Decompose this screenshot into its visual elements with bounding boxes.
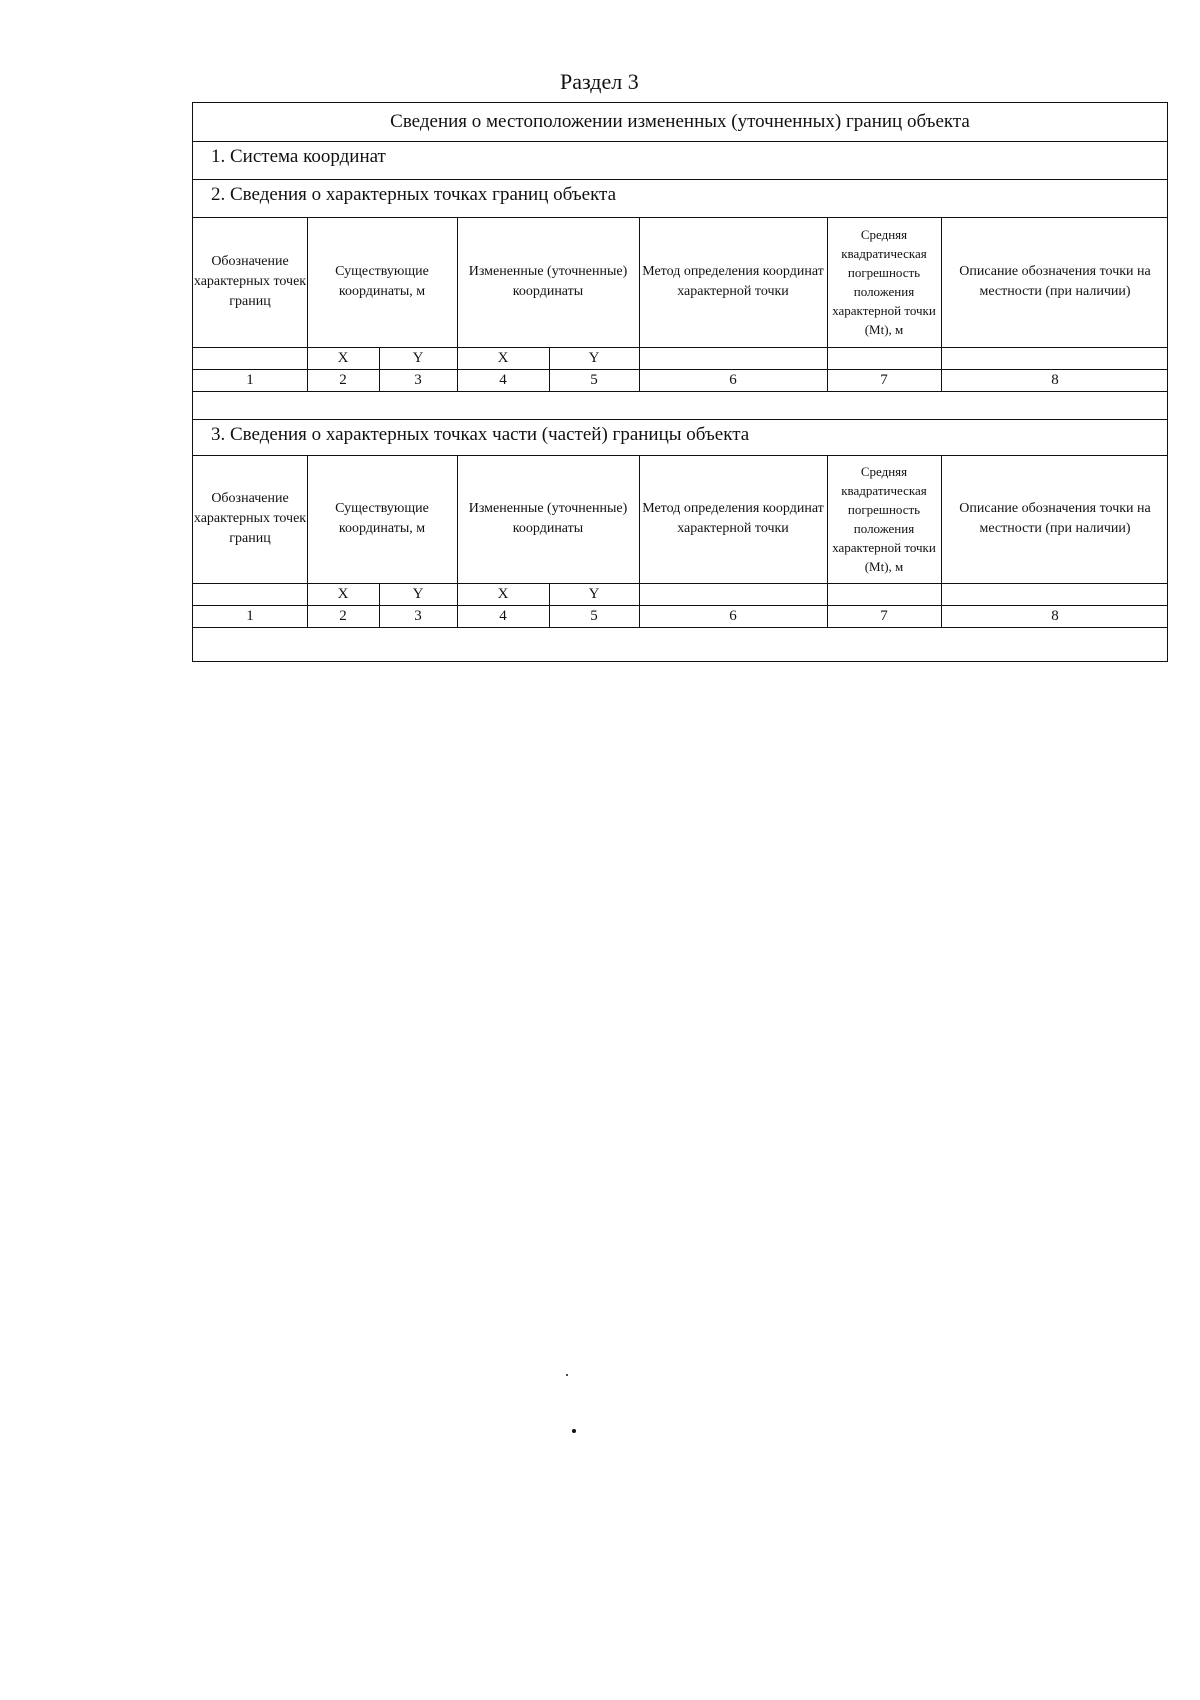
header-description: Описание обозначения точки на местности (при наличии) [959, 264, 1151, 299]
column-number: 6 [729, 371, 737, 388]
part-boundary-points-row: 3. Сведения о характерных точках части (частей) границы объекта [211, 424, 750, 445]
scan-speck [572, 1429, 576, 1433]
column-number: 2 [339, 607, 347, 624]
column-number: 5 [590, 607, 598, 624]
coord-x-updated: X [497, 349, 509, 366]
coord-y-existing: Y [412, 585, 424, 602]
cadastral-table-frame [192, 102, 1168, 662]
column-number: 5 [590, 371, 598, 388]
boundary-points-row: 2. Сведения о характерных точках границ объекта [211, 184, 617, 205]
column-number: 4 [499, 371, 507, 388]
divider [193, 141, 1167, 142]
header-method: Метод определения координат характерной точки [642, 501, 824, 536]
scan-speck [566, 1374, 568, 1376]
column-number: 8 [1051, 371, 1059, 388]
column-number: 3 [414, 607, 422, 624]
column-number: 4 [499, 607, 507, 624]
header-description: Описание обозначения точки на местности (при наличии) [959, 501, 1151, 536]
coord-y-existing: Y [412, 349, 424, 366]
column-number: 3 [414, 371, 422, 388]
coordinate-system-row: 1. Система координат [211, 146, 386, 167]
header-existing-coordinates: Существующие координаты, м [335, 501, 429, 536]
column-number: 1 [246, 607, 254, 624]
header-error: Средняя квадратическая погрешность положения характерной точки (Mt), м [832, 464, 936, 574]
divider [193, 627, 1167, 628]
table-title: Сведения о местоположении измененных (уточненных) границ объекта [390, 111, 970, 132]
divider [193, 391, 1167, 392]
header-updated-coordinates: Измененные (уточненные) координаты [468, 264, 628, 299]
column-number: 1 [246, 371, 254, 388]
coord-y-updated: Y [588, 349, 600, 366]
coord-x-existing: X [337, 585, 349, 602]
header-updated-coordinates: Измененные (уточненные) координаты [468, 501, 628, 536]
divider [193, 217, 1167, 218]
header-existing-coordinates: Существующие координаты, м [335, 264, 429, 299]
divider [193, 179, 1167, 180]
coord-y-updated: Y [588, 585, 600, 602]
section-title: Раздел 3 [560, 69, 639, 94]
coord-x-updated: X [497, 585, 509, 602]
divider [193, 419, 1167, 420]
header-method: Метод определения координат характерной точки [642, 264, 824, 299]
header-error: Средняя квадратическая погрешность положения характерной точки (Mt), м [832, 227, 936, 337]
header-point-designation: Обозначение характерных точек границ [193, 254, 307, 309]
column-number: 8 [1051, 607, 1059, 624]
header-point-designation: Обозначение характерных точек границ [193, 491, 307, 546]
column-number: 7 [880, 607, 888, 624]
column-number: 6 [729, 607, 737, 624]
divider [193, 455, 1167, 456]
column-number: 7 [880, 371, 888, 388]
column-number: 2 [339, 371, 347, 388]
coord-x-existing: X [337, 349, 349, 366]
